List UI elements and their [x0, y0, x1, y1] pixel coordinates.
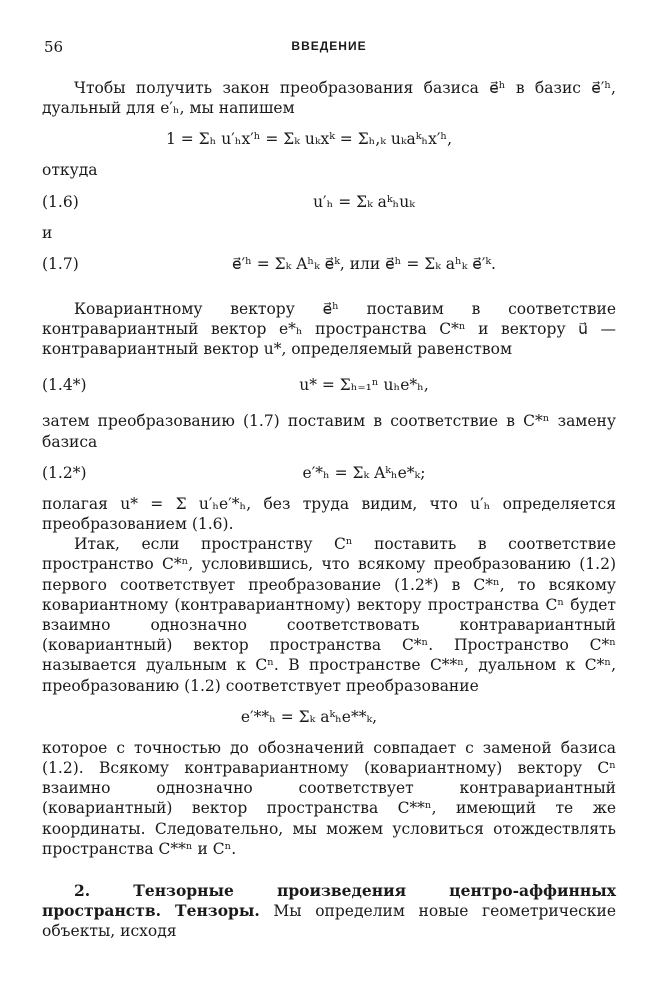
- formula-1-6: [42, 181, 616, 223]
- page-number: 56: [44, 38, 64, 56]
- formula-1-2-star-label: (1.2*): [42, 463, 87, 482]
- paragraph-dual-space: Итак, если пространству Cⁿ поставить в соответствие пространство C*ⁿ, условившись, что всякому преобразованию (1.2) первого соответствует преобразование (1.2*) в C*ⁿ, то всякому ковариантному (контравариантному) вектору пространства Cⁿ будет взаимно однозначно соответствовать контравариантный (ковариантный) вектор пространства C*ⁿ. Пространство C*ⁿ называется дуальным к Cⁿ. В пространстве C**ⁿ, дуальном к C*ⁿ, преобразованию (1.2) соответствует преобразование: [42, 535, 616, 695]
- formula-1-7-label: (1.7): [42, 254, 79, 273]
- formula-1-4-star: [42, 359, 616, 411]
- paragraph-basis-change: затем преобразованию (1.7) поставим в соответствие в C*ⁿ замену базиса: [42, 412, 616, 451]
- section-2-paragraph: [42, 881, 616, 942]
- formula-double-dual: [42, 696, 616, 738]
- word-i: и: [42, 223, 53, 242]
- formula-1-7: [42, 243, 616, 285]
- formula-1-6-label: (1.6): [42, 192, 79, 211]
- paragraph-identification: которое с точностью до обозначений совпадает с заменой базиса (1.2). Всякому контравариантному (ковариантному) вектору Cⁿ взаимно однозначно соответствует контравариантный (ковариантный) вектор пространства C**ⁿ, имеющий те же координаты. Следовательно, мы можем условиться отождествлять пространства C**ⁿ и Cⁿ.: [42, 738, 616, 858]
- formula-1-2-star-expression: e′*ₕ = Σₖ Aᵏₕe*ₖ;: [302, 463, 426, 482]
- section-2-text: Мы определим новые геометрические объекты, исходя: [42, 902, 616, 941]
- formula-one-expression: 1 = Σₕ u′ₕx′ʰ = Σₖ uₖxᵏ = Σₕ,ₖ uₖaᵏₕx′ʰ,: [165, 130, 453, 149]
- word-otkuda: откуда: [42, 161, 98, 180]
- paragraph-basis-transform: Чтобы получить закон преобразования базиса e⃗ʰ в базис e⃗′ʰ, дуальный для e′ₕ, мы напишем: [42, 79, 616, 118]
- formula-1-4-star-label: (1.4*): [42, 376, 87, 395]
- paragraph-covariant-vector: Ковариантному вектору e⃗ʰ поставим в соответствие контравариантный вектор e*ₕ пространства C*ⁿ и вектору u⃗ — контравариантный вектор u*, определяемый равенством: [42, 299, 616, 359]
- page-header: [44, 38, 614, 58]
- formula-1-2-star: [42, 452, 616, 494]
- formula-1-6-expression: u′ₕ = Σₖ aᵏₕuₖ: [313, 192, 415, 211]
- formula-double-dual-expression: e′**ₕ = Σₖ aᵏₕe**ₖ,: [240, 707, 378, 726]
- paragraph-polagaya: полагая u* = Σ u′ₕe′*ₕ, без труда видим, что u′ₕ определяется преобразованием (1.6).: [42, 494, 616, 534]
- formula-1-4-star-expression: u* = Σₕ₌₁ⁿ uₕe*ₕ,: [299, 376, 429, 395]
- running-head: ВВЕДЕНИЕ: [291, 39, 367, 53]
- page-body: [42, 78, 616, 942]
- formula-one: [42, 118, 616, 160]
- section-2-title: 2. Тензорные произведения центро-аффинных пространств. Тензоры.: [42, 881, 616, 921]
- formula-1-7-expression: e⃗′ʰ = Σₖ Aʰₖ e⃗ᵏ, или e⃗ʰ = Σₖ aʰₖ e⃗′ᵏ.: [232, 254, 496, 273]
